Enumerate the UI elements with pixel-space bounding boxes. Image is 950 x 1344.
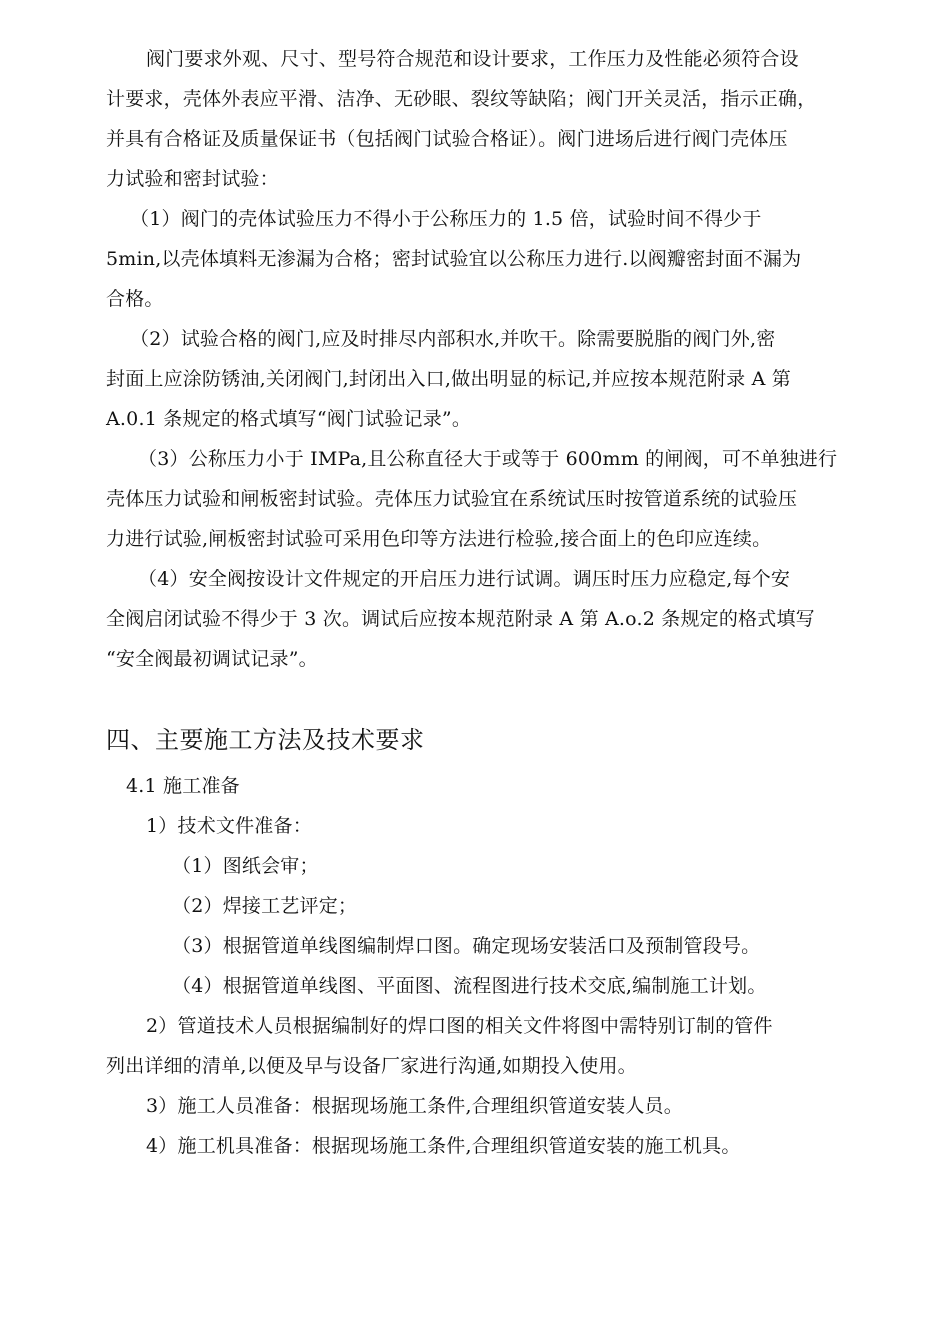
- sub-list-item: （3）根据管道单线图编制焊口图。确定现场安装活口及预制管段号。: [172, 935, 761, 957]
- paragraph-line: 并具有合格证及质量保证书（包括阀门试验合格证）。阀门进场后进行阀门壳体压: [106, 128, 788, 150]
- paragraph-line: 阀门要求外观、尺寸、型号符合规范和设计要求，工作压力及性能必须符合设: [146, 48, 799, 70]
- paragraph-line: 计要求，壳体外表应平滑、洁净、无砂眼、裂纹等缺陷；阀门开关灵活，指示正确，: [106, 88, 817, 110]
- list-item: 2）管道技术人员根据编制好的焊口图的相关文件将图中需特别订制的管件: [146, 1015, 773, 1037]
- paragraph-line: （1）阀门的壳体试验压力不得小于公称压力的 1.5 倍，试验时间不得少于: [130, 208, 762, 230]
- subsection-title: 4.1 施工准备: [126, 775, 240, 797]
- paragraph-line: 壳体压力试验和闸板密封试验。壳体压力试验宜在系统试压时按管道系统的试验压: [106, 488, 798, 510]
- paragraph-line: 合格。: [106, 288, 164, 310]
- paragraph-line: 力试验和密封试验：: [106, 168, 279, 190]
- paragraph-line: 力进行试验,闸板密封试验可采用色印等方法进行检验,接合面上的色印应连续。: [106, 528, 772, 550]
- sub-list-item: （2）焊接工艺评定；: [172, 895, 358, 917]
- list-item: 3）施工人员准备：根据现场施工条件,合理组织管道安装人员。: [146, 1095, 683, 1117]
- paragraph-line: A.0.1 条规定的格式填写“阀门试验记录”。: [106, 408, 472, 430]
- paragraph-line: “安全阀最初调试记录”。: [106, 648, 318, 670]
- paragraph-line: （3）公称压力小于 IMPa,且公称直径大于或等于 600mm 的闸阀，可不单独进行: [138, 448, 838, 470]
- list-item: 4）施工机具准备：根据现场施工条件,合理组织管道安装的施工机具。: [146, 1135, 741, 1157]
- list-item: 1）技术文件准备：: [146, 815, 312, 837]
- paragraph-line: （2）试验合格的阀门,应及时排尽内部积水,并吹干。除需要脱脂的阀门外,密: [130, 328, 776, 350]
- paragraph-line: （4）安全阀按设计文件规定的开启压力进行试调。调压时压力应稳定,每个安: [138, 568, 791, 590]
- paragraph-line: 全阀启闭试验不得少于 3 次。调试后应按本规范附录 A 第 A.o.2 条规定的格式填写: [106, 608, 815, 630]
- paragraph-line: 5min,以壳体填料无渗漏为合格；密封试验宜以公称压力进行.以阀瓣密封面不漏为: [106, 248, 802, 270]
- sub-list-item: （4）根据管道单线图、平面图、流程图进行技术交底,编制施工计划。: [172, 975, 767, 997]
- sub-list-item: （1）图纸会审；: [172, 855, 319, 877]
- section-heading: 四、主要施工方法及技术要求: [106, 726, 425, 754]
- list-item-continuation: 列出详细的清单,以便及早与设备厂家进行沟通,如期投入使用。: [106, 1055, 637, 1077]
- paragraph-line: 封面上应涂防锈油,关闭阀门,封闭出入口,做出明显的标记,并应按本规范附录 A 第: [106, 368, 791, 390]
